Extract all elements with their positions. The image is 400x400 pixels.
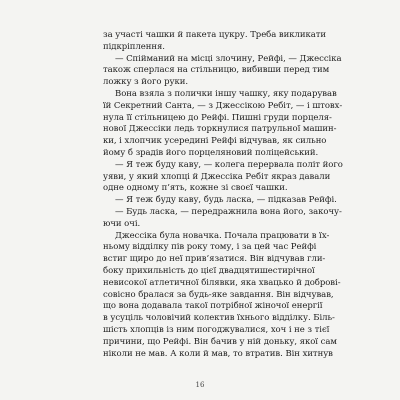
text-line: — Я теж буду каву, — колега перервала політ його (115, 159, 343, 170)
text-line: — Я теж буду каву, будь ласка, — підказав Рейфі. (115, 195, 337, 206)
text-line: одне одному п’ять, кожне зі своєї чашки. (103, 183, 288, 194)
text-line: підкріплення. (103, 41, 165, 52)
text-line: ложку з його руки. (103, 77, 188, 88)
text-line: ючи очі. (103, 218, 141, 229)
text-line: також сперлася на стільницю, вибивши перед тим (103, 65, 330, 76)
text-line: Вона взяла з полички іншу чашку, яку подарував (115, 88, 337, 99)
text-line: уяви, у який хлопці й Джессіка Ребіт якраз давали (103, 171, 331, 182)
text-line: — Будь ласка, — передражнила вона його, закочу- (115, 206, 342, 217)
page-number: 16 (195, 381, 205, 389)
text-line: ки, і хлопчик усередині Рейфі відчував, як сильно (103, 136, 327, 147)
text-line: їй Секретний Санта, — з Джессікою Ребіт, — і штовх- (103, 100, 343, 111)
text-line: за участі чашки й пакета цукру. Треба викликати (103, 30, 327, 40)
text-line: ньому відділку пів року тому, і за цей час Рейфі (103, 242, 317, 253)
text-line: совісно бралася за будь-яке завдання. Він відчував, (103, 289, 334, 300)
text-line: Джессіка була новачка. Почала працювати в їх- (115, 230, 330, 241)
text-line: йому б зрадів його порцеляновий поліцейський. (103, 147, 319, 158)
text-line: в усуціль чоловічий колектив їхнього відділку. Біль- (103, 313, 335, 324)
text-line: нової Джессіки ледь торкнулися патрульної машин- (103, 124, 337, 135)
text-line: боку прихильність до цієї двадцятишестирічної (103, 265, 315, 276)
text-line: невисокої атлетичної білявки, яка хвацько й доброві- (103, 277, 341, 288)
text-line: — Спійманий на місці злочину, Рейфі, — Джессіка (115, 53, 342, 64)
text-line: шість хлопців із ним погоджувалися, хоч і не з тієї (103, 324, 330, 335)
text-line: що вона додавала такої потрібної жіночої енергії (103, 301, 323, 312)
text-line: ніколи не мав. А коли й мав, то втратив. Він хитнув (103, 348, 333, 359)
text-line: причини, що Рейфі. Він бачив у ній доньку, якої сам (103, 336, 337, 347)
body-text (103, 30, 343, 360)
text-line: встиг щиро до неї прив’язатися. Він відчував гли- (103, 254, 326, 265)
text-line: нула її стільницею до Рейфі. Пишні груди порцеля- (103, 112, 332, 123)
